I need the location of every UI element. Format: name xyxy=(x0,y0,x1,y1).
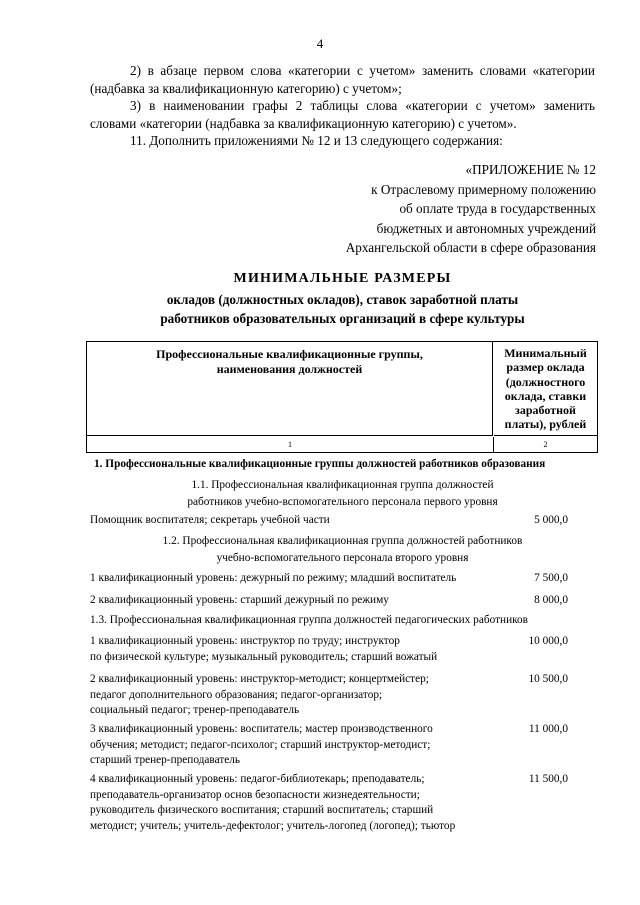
group-heading-line: работников учебно-вспомогательного персонала первого уровня xyxy=(187,496,498,508)
position-names xyxy=(90,722,500,769)
document-title: МИНИМАЛЬНЫЕ РАЗМЕРЫ xyxy=(233,271,452,286)
salary-value: 10 000,0 xyxy=(528,635,568,647)
group-heading-line: 1.1. Профессиональная квалификационная группа должностей xyxy=(191,479,494,491)
position-line: 2 квалификационный уровень: инструктор-методист; концертмейстер; xyxy=(90,673,429,685)
table-header xyxy=(86,341,598,453)
column-header-salary xyxy=(494,342,597,436)
header-line: платы), рублей xyxy=(504,417,587,432)
position-line: методист; учитель; учитель-дефектолог; учитель-логопед (логопед); тьютор xyxy=(90,820,456,833)
header-line: Профессиональные квалификационные группы, xyxy=(156,347,423,361)
group-heading-1-2 xyxy=(90,533,595,567)
column-number: 2 xyxy=(543,440,548,449)
salary-value: 5 000,0 xyxy=(534,514,568,526)
group-heading-line: 1.2. Профессиональная квалификационная группа должностей работников xyxy=(162,535,523,547)
appendix-line: бюджетных и автономных учреждений xyxy=(376,220,596,236)
paragraph-item-2 xyxy=(90,62,595,97)
appendix-line: Архангельской области в сфере образования xyxy=(345,240,596,255)
position-names xyxy=(90,634,500,665)
appendix-line: к Отраслевому примерному положению xyxy=(371,181,596,197)
position-line: социальный педагог; тренер-преподаватель xyxy=(90,704,300,717)
position-line: 3 квалификационный уровень: воспитатель; мастер производственного xyxy=(90,723,433,735)
appendix-line: об оплате труда в государственных xyxy=(399,201,596,216)
position-line: руководитель физического воспитания; старший воспитатель; старший xyxy=(90,804,434,817)
group-heading-1-1 xyxy=(90,477,595,511)
appendix-header xyxy=(300,160,596,258)
header-line: Минимальный xyxy=(504,346,587,360)
position-names xyxy=(90,571,500,587)
position-line: обучения; методист; педагог-психолог; старший инструктор-методист; xyxy=(90,738,431,751)
salary-value: 8 000,0 xyxy=(534,594,568,606)
position-line: 1 квалификационный уровень: инструктор по труду; инструктор xyxy=(90,635,400,647)
salary-value: 11 500,0 xyxy=(528,773,568,785)
salary-value: 11 000,0 xyxy=(528,723,568,735)
group-heading-line: 1.3. Профессиональная квалификационная группа должностей педагогических работников xyxy=(90,614,529,626)
paragraph-text: 3) в наименовании графы 2 таблицы слова «категории с учетом» заменить словами «категории (надбавка за квалификационную категорию) с учетом». xyxy=(90,98,595,131)
position-line: старший тренер-преподаватель xyxy=(90,754,241,767)
position-line: 2 квалификационный уровень: старший дежурный по режиму xyxy=(90,594,389,606)
column-number: 1 xyxy=(87,437,494,452)
position-line: 4 квалификационный уровень: педагог-библиотекарь; преподаватель; xyxy=(90,773,425,785)
paragraph-item-3 xyxy=(90,97,595,132)
position-names xyxy=(90,772,500,835)
group-heading-1-3 xyxy=(90,612,595,629)
paragraph-text: 11. Дополнить приложениями № 12 и 13 следующего содержания: xyxy=(130,133,503,148)
paragraph-text: 2) в абзаце первом слова «категории с учетом» заменить словами «категории (надбавка за квалификационную категорию) с учетом»; xyxy=(90,63,595,96)
salary-value: 7 500,0 xyxy=(534,572,568,584)
header-line: заработной xyxy=(515,403,576,418)
position-line: преподаватель-организатор основ безопасности жизнедеятельности; xyxy=(90,788,420,801)
section-heading: 1. Профессиональные квалификационные группы должностей работников образования xyxy=(94,458,546,470)
position-names xyxy=(90,513,500,529)
header-line: оклада, ставки xyxy=(504,388,587,403)
header-line: размер оклада xyxy=(506,360,585,375)
salary-value: 10 500,0 xyxy=(528,673,568,685)
position-line: Помощник воспитателя; секретарь учебной части xyxy=(90,514,330,526)
header-line: (должностного xyxy=(505,374,586,389)
paragraph-item-11 xyxy=(90,132,595,150)
group-heading-line: учебно-вспомогательного персонала второго уровня xyxy=(216,552,469,564)
position-line: 1 квалификационный уровень: дежурный по режиму; младший воспитатель xyxy=(90,572,457,584)
position-line: педагог дополнительного образования; педагог-организатор; xyxy=(90,688,383,701)
column-header-positions xyxy=(87,342,493,436)
header-line: наименования должностей xyxy=(216,361,363,376)
document-subtitle: работников образовательных организаций в сфере культуры xyxy=(160,311,525,326)
appendix-line: «ПРИЛОЖЕНИЕ № 12 xyxy=(465,162,596,177)
position-line: по физической культуре; музыкальный руководитель; старший вожатый xyxy=(90,650,438,663)
page-number: 4 xyxy=(316,36,324,51)
position-names xyxy=(90,672,500,719)
position-names xyxy=(90,593,500,609)
document-subtitle: окладов (должностных окладов), ставок заработной платы xyxy=(166,292,519,307)
